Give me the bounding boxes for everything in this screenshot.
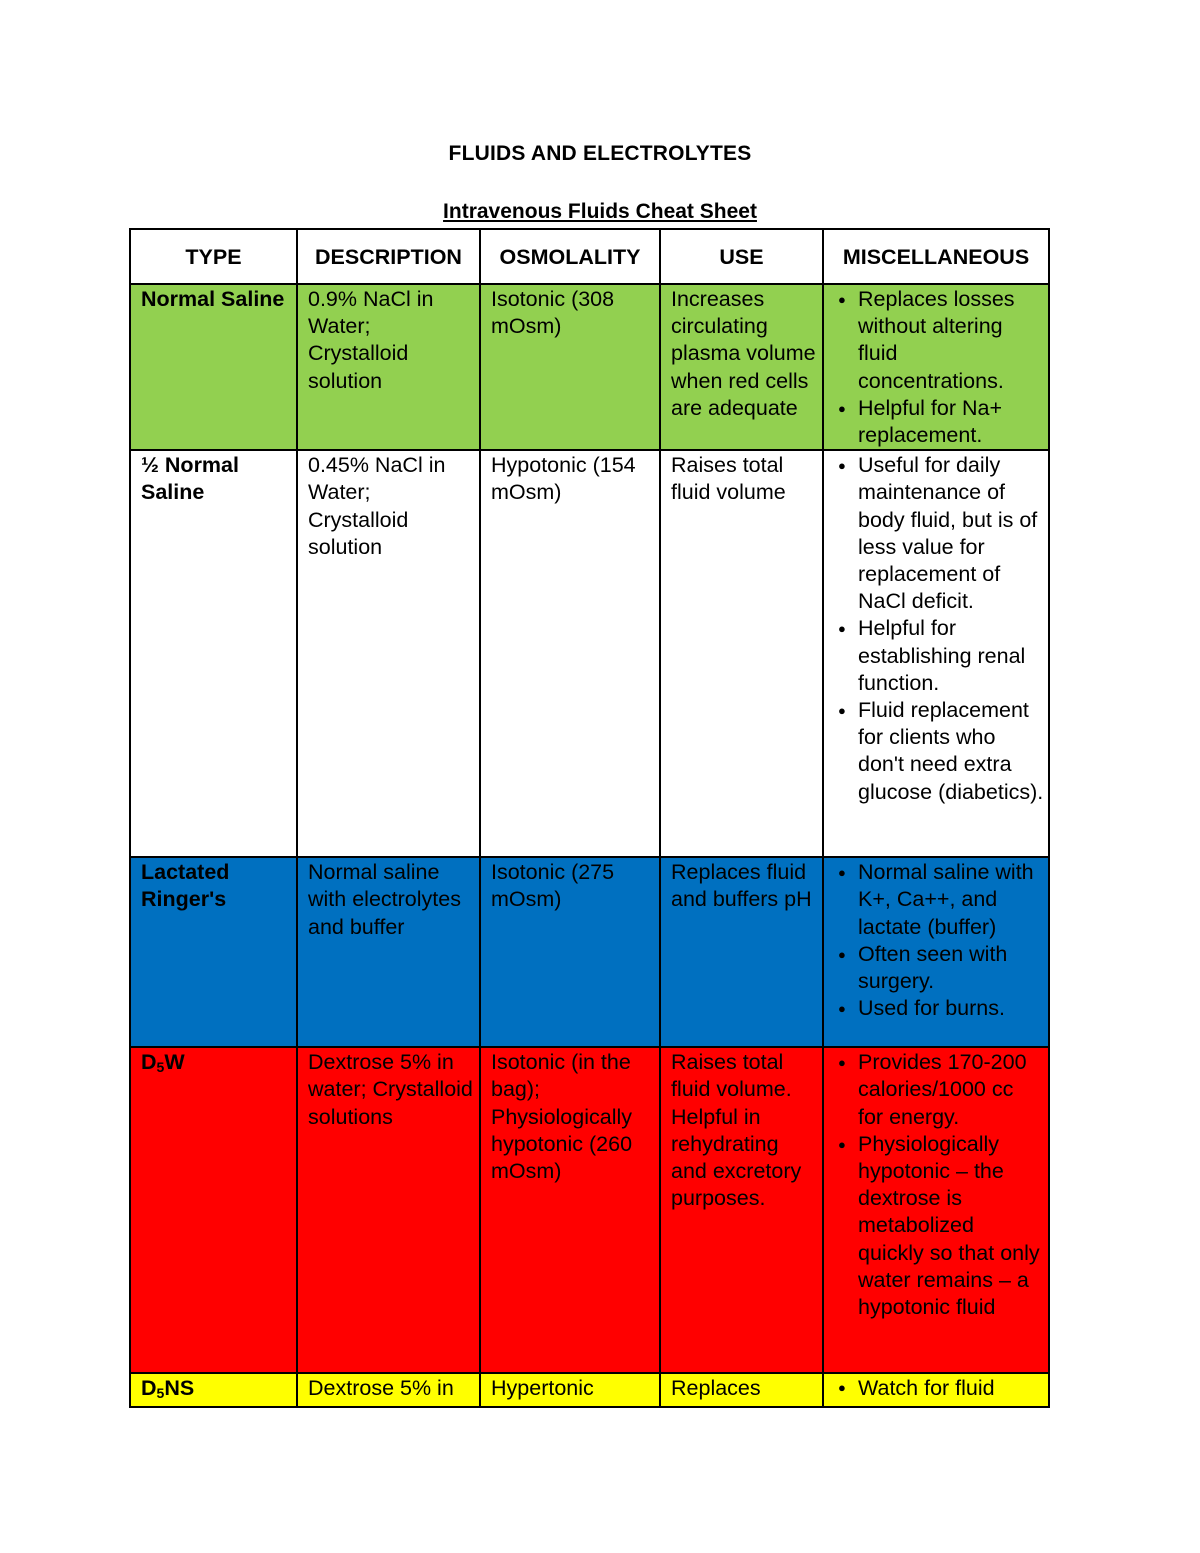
header-osmolality: OSMOLALITY [480, 229, 660, 284]
misc-cell [823, 284, 1049, 450]
misc-list [838, 1049, 1044, 1321]
type-cell [130, 1047, 297, 1373]
osmolality-text: Hypertonic [491, 1376, 594, 1401]
use-text: Raises total fluid volume. Helpful in rehydrating and excretory purposes. [671, 1050, 802, 1211]
header-description: DESCRIPTION [297, 229, 480, 284]
header-use: USE [660, 229, 823, 284]
table-row-d5ns [130, 1373, 1049, 1407]
use-cell [660, 1047, 823, 1373]
type-cell [130, 284, 297, 450]
misc-item: ● Replaces losses without altering fluid concentrations. [838, 286, 1044, 395]
use-text: Replaces [671, 1376, 761, 1401]
header-miscellaneous [823, 229, 1049, 284]
osmolality-cell [480, 1047, 660, 1373]
osmolality-text: Hypotonic (154 mOsm) [491, 453, 636, 505]
type-rest: NS [164, 1376, 195, 1401]
misc-item: ● Used for burns. [838, 995, 1044, 1022]
type-main: D [141, 1050, 157, 1075]
osmolality-cell [480, 284, 660, 450]
use-text: Replaces fluid and buffers pH [671, 860, 812, 912]
use-cell [660, 857, 823, 1047]
misc-cell [823, 857, 1049, 1047]
header-misc-text: MISCELLANEOUS [842, 244, 1030, 269]
table-row-d5w [130, 1047, 1049, 1373]
description-text: 0.9% NaCl in Water; Crystalloid solution [308, 287, 434, 393]
misc-item: ● Watch for fluid [838, 1375, 1044, 1401]
misc-item: ● Often seen with surgery. [838, 941, 1044, 995]
misc-item: ● Helpful for establishing renal function. [838, 615, 1044, 697]
use-text: Raises total fluid volume [671, 453, 786, 505]
type-cell [130, 857, 297, 1047]
osmolality-cell [480, 450, 660, 857]
misc-list [838, 1375, 1044, 1401]
type-cell [130, 450, 297, 857]
type-subscript: 5 [156, 1385, 165, 1402]
misc-item: ● Normal saline with K+, Ca++, and lactate (buffer) [838, 859, 1044, 941]
osmolality-cell [480, 1373, 660, 1407]
misc-cell [823, 1047, 1049, 1373]
description-text: Dextrose 5% in water; Crystalloid solutions [308, 1050, 473, 1129]
misc-item: ● Physiologically hypotonic – the dextrose is metabolized quickly so that only water remains – a hypotonic fluid [838, 1131, 1044, 1321]
table-row-half-normal-saline [130, 450, 1049, 857]
type-text: Lactated Ringer's [141, 860, 230, 912]
document-title: FLUIDS AND ELECTROLYTES [448, 142, 752, 165]
type-subscript: 5 [156, 1059, 165, 1076]
description-cell [297, 450, 480, 857]
type-text: Normal Saline [141, 287, 285, 311]
use-cell [660, 450, 823, 857]
table-row-normal-saline [130, 284, 1049, 450]
use-text: Increases circulating plasma volume when red cells are adequate [671, 287, 816, 420]
osmolality-text: Isotonic (275 mOsm) [491, 860, 615, 912]
type-text [131, 1374, 296, 1406]
misc-list [838, 859, 1044, 1022]
misc-list [838, 452, 1044, 806]
type-text: ½ Normal Saline [141, 453, 239, 505]
description-cell [297, 1373, 480, 1407]
type-main: D [141, 1376, 157, 1401]
type-text [131, 1048, 296, 1081]
osmolality-cell [480, 857, 660, 1047]
description-cell [297, 857, 480, 1047]
description-text: 0.45% NaCl in Water; Crystalloid solution [308, 453, 446, 559]
osmolality-text: Isotonic (in the bag); Physiologically hypotonic (260 mOsm) [491, 1050, 633, 1184]
description-text: Normal saline with electrolytes and buffer [308, 860, 461, 939]
document-subtitle: Intravenous Fluids Cheat Sheet [443, 200, 757, 223]
misc-item: ● Provides 170-200 calories/1000 cc for energy. [838, 1049, 1044, 1131]
type-rest: W [164, 1050, 185, 1075]
misc-item: ● Useful for daily maintenance of body fluid, but is of less value for replacement of NaCl deficit. [838, 452, 1044, 615]
table-row-lactated-ringers [130, 857, 1049, 1047]
misc-item: ● Fluid replacement for clients who don't need extra glucose (diabetics). [838, 697, 1044, 806]
misc-item: ● Helpful for Na+ replacement. [838, 395, 1044, 449]
misc-cell [823, 1373, 1049, 1407]
use-cell [660, 284, 823, 450]
description-cell [297, 1047, 480, 1373]
iv-fluids-table [129, 228, 1050, 1408]
osmolality-text: Isotonic (308 mOsm) [491, 287, 615, 339]
type-cell [130, 1373, 297, 1407]
misc-list [838, 286, 1044, 449]
header-type: TYPE [130, 229, 297, 284]
table-header-row [130, 229, 1049, 284]
misc-cell [823, 450, 1049, 857]
description-text: Dextrose 5% in [308, 1376, 454, 1401]
description-cell [297, 284, 480, 450]
use-cell [660, 1373, 823, 1407]
